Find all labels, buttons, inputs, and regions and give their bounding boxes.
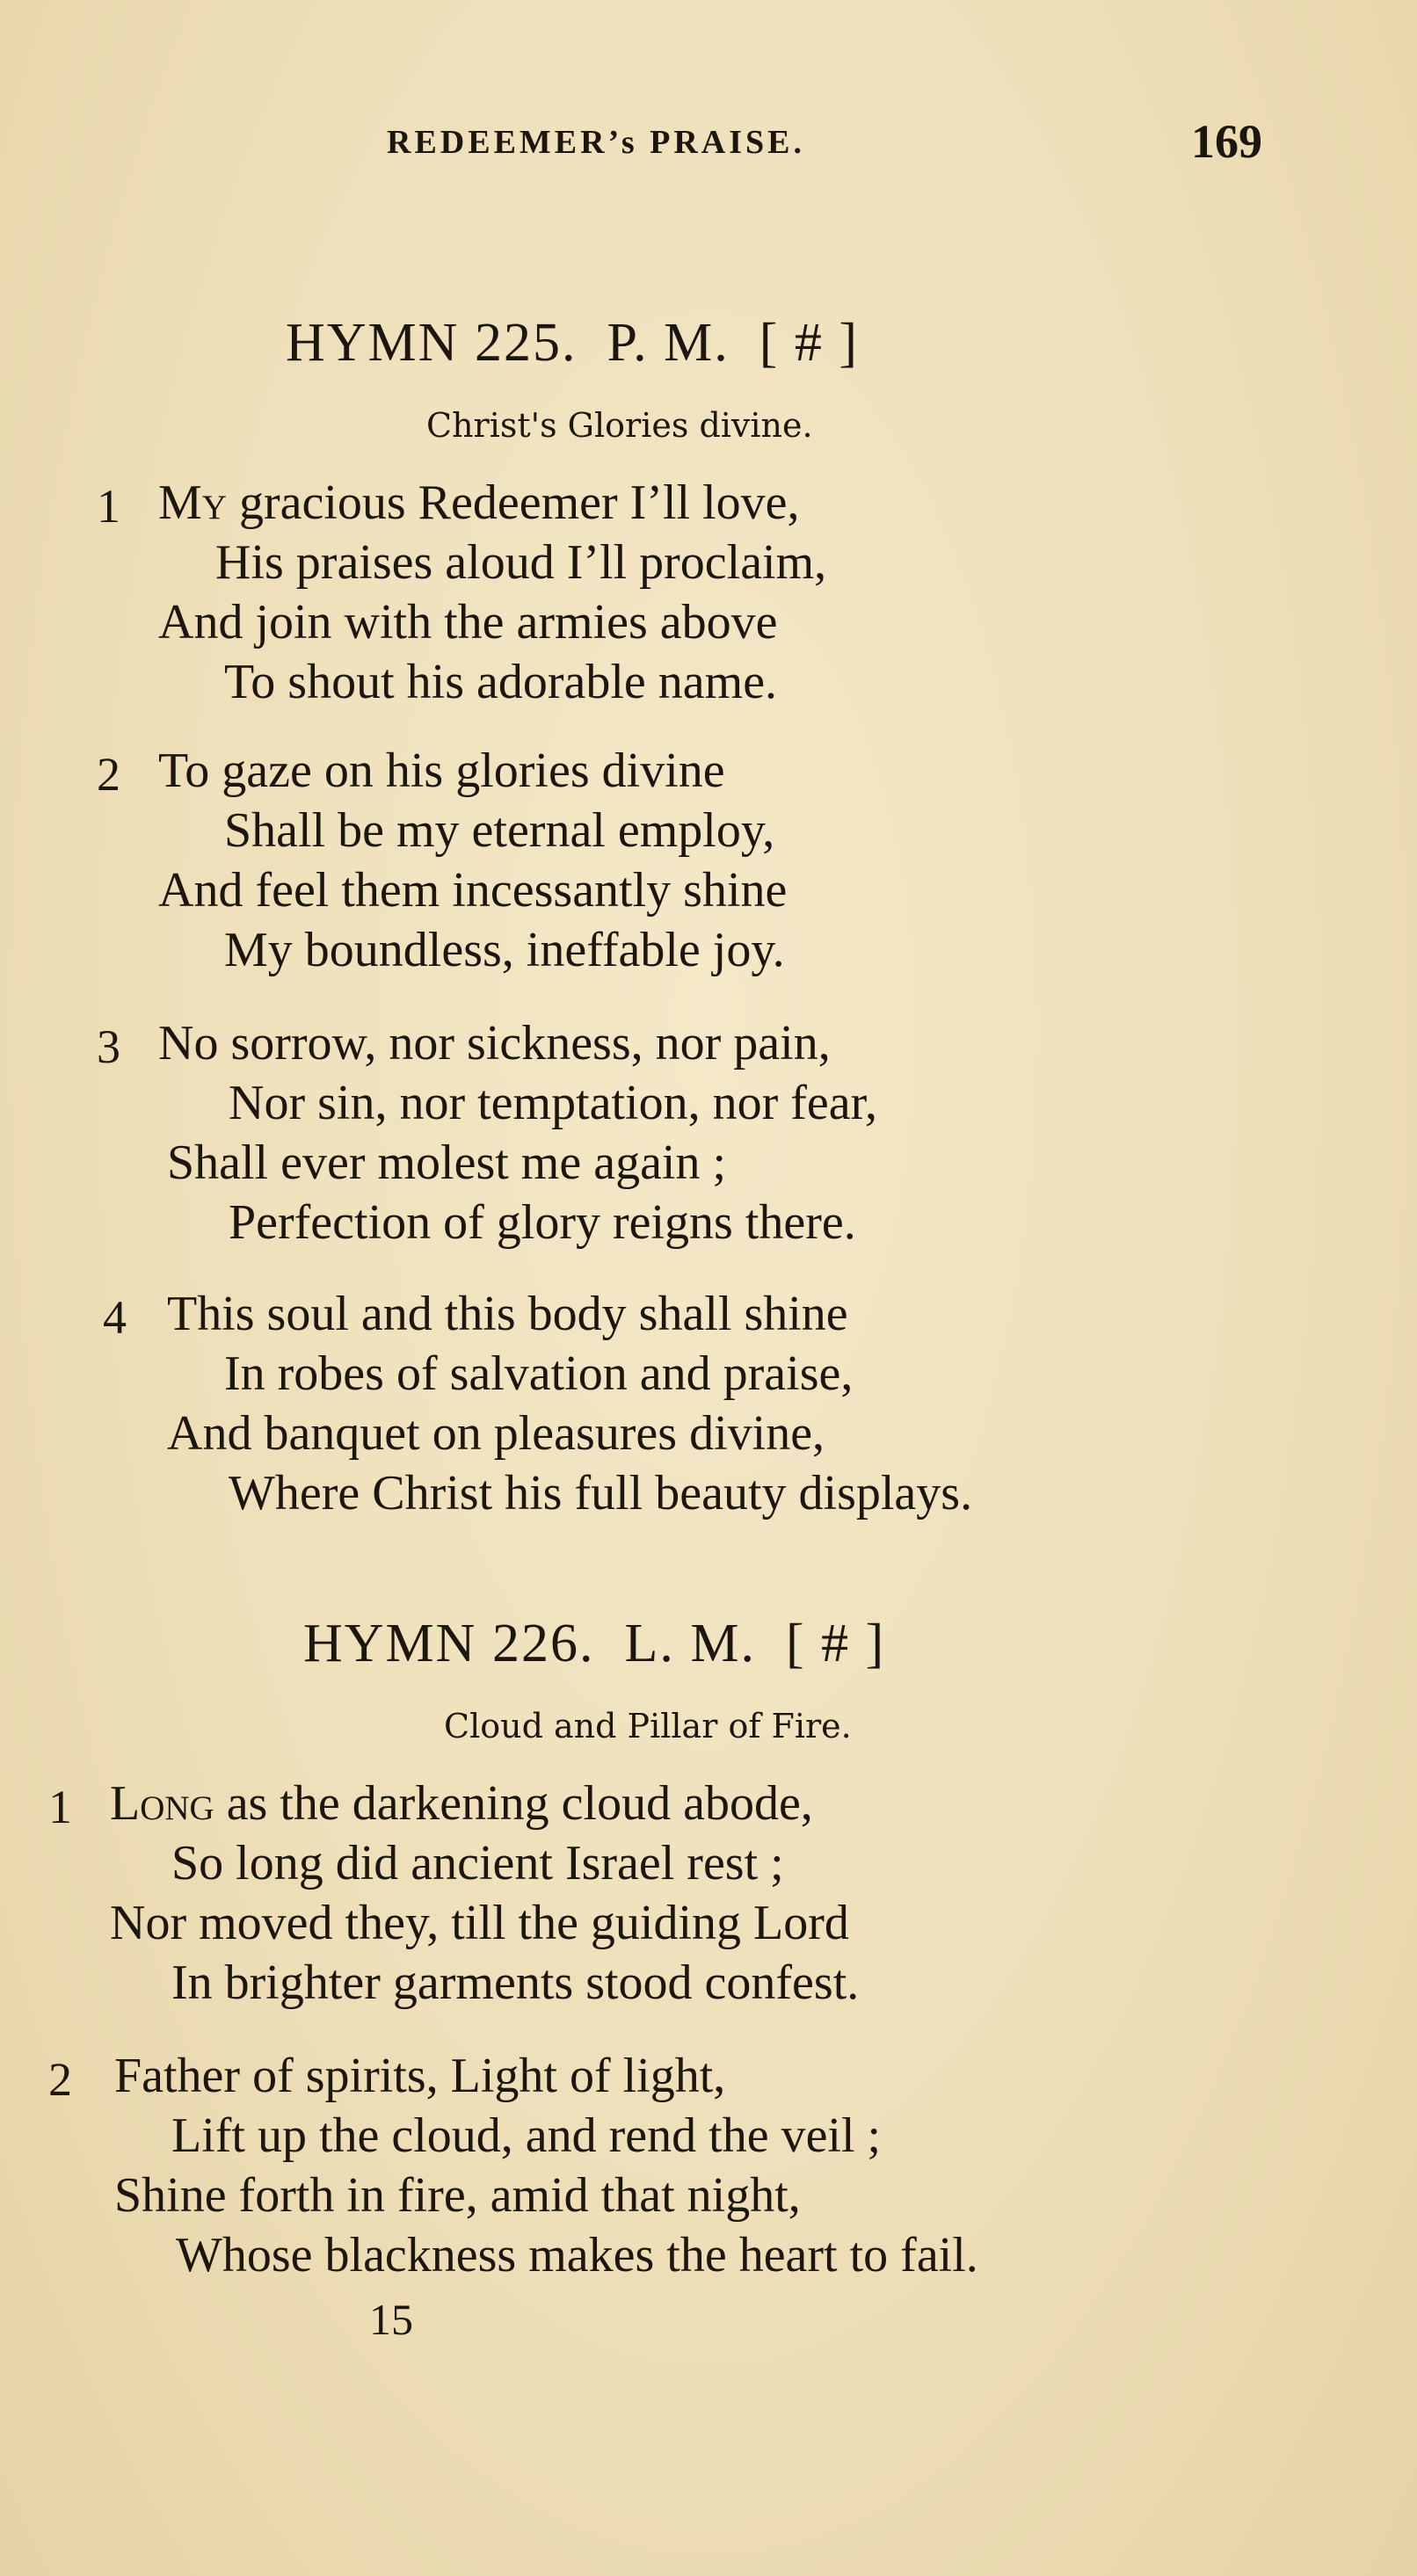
hymn-label: HYMN 225. [286, 313, 578, 373]
verse-line: My boundless, ineffable joy. [224, 923, 785, 977]
hymn-label: HYMN 226. [303, 1614, 595, 1673]
verse-line: Whose blackness makes the heart to fail. [176, 2228, 978, 2282]
verse-line: Lift up the cloud, and rend the veil ; [171, 2108, 882, 2163]
verse-line [158, 475, 800, 531]
hymn-225-heading [286, 312, 859, 374]
verse-line: Shall be my eternal employ, [224, 803, 775, 858]
verse-line: And banquet on pleasures divine, [167, 1406, 825, 1461]
verse-line: Nor sin, nor temptation, nor fear, [229, 1076, 878, 1130]
verse-line: Shine forth in fire, amid that night, [114, 2168, 801, 2223]
signature-mark: 15 [369, 2295, 413, 2344]
verse-first-word: Long [110, 1776, 214, 1831]
verse-line: To gaze on his glories divine [158, 744, 725, 798]
verse-line: Father of spirits, Light of light, [114, 2049, 726, 2103]
hymn-tune-mark: [ # ] [759, 313, 859, 373]
verse-number: 2 [97, 748, 120, 801]
verse-line: In brighter garments stood confest. [171, 1956, 860, 2010]
verse-first-word: My [158, 475, 227, 530]
verse-number: 3 [97, 1020, 120, 1073]
verse-line [110, 1775, 813, 1832]
hymn-meter: P. M. [607, 313, 730, 373]
verse-first-line-rest: as the darkening cloud abode, [226, 1776, 813, 1831]
running-title: REDEEMER’s PRAISE. [387, 124, 805, 161]
hymn-226-heading [303, 1613, 885, 1675]
verse-number: 1 [48, 1781, 72, 1833]
hymn-226-subtitle: Cloud and Pillar of Fire. [444, 1707, 852, 1745]
verse-number: 4 [103, 1291, 127, 1344]
verse-line: To shout his adorable name. [224, 655, 778, 709]
hymn-meter: L. M. [624, 1614, 756, 1673]
verse-line: And feel them incessantly shine [158, 863, 788, 918]
verse-line: Perfection of glory reigns there. [229, 1195, 856, 1250]
hymn-225-subtitle: Christ's Glories divine. [426, 406, 813, 445]
page-number: 169 [1191, 115, 1262, 168]
verse-line: No sorrow, nor sickness, nor pain, [158, 1016, 831, 1070]
verse-number: 1 [97, 480, 120, 533]
verse-line: In robes of salvation and praise, [224, 1346, 854, 1401]
verse-line: His praises aloud I’ll proclaim, [215, 535, 827, 590]
verse-line: So long did ancient Israel rest ; [171, 1836, 784, 1890]
verse-line: And join with the armies above [158, 595, 778, 649]
verse-line: Shall ever molest me again ; [167, 1136, 727, 1190]
verse-number: 2 [48, 2053, 72, 2106]
verse-line: Where Christ his full beauty displays. [229, 1466, 973, 1520]
page-header [0, 115, 1417, 176]
hymn-tune-mark: [ # ] [785, 1614, 886, 1673]
verse-line: This soul and this body shall shine [167, 1287, 848, 1341]
verse-first-line-rest: gracious Redeemer I’ll love, [238, 475, 800, 530]
verse-line: Nor moved they, till the guiding Lord [110, 1896, 849, 1950]
